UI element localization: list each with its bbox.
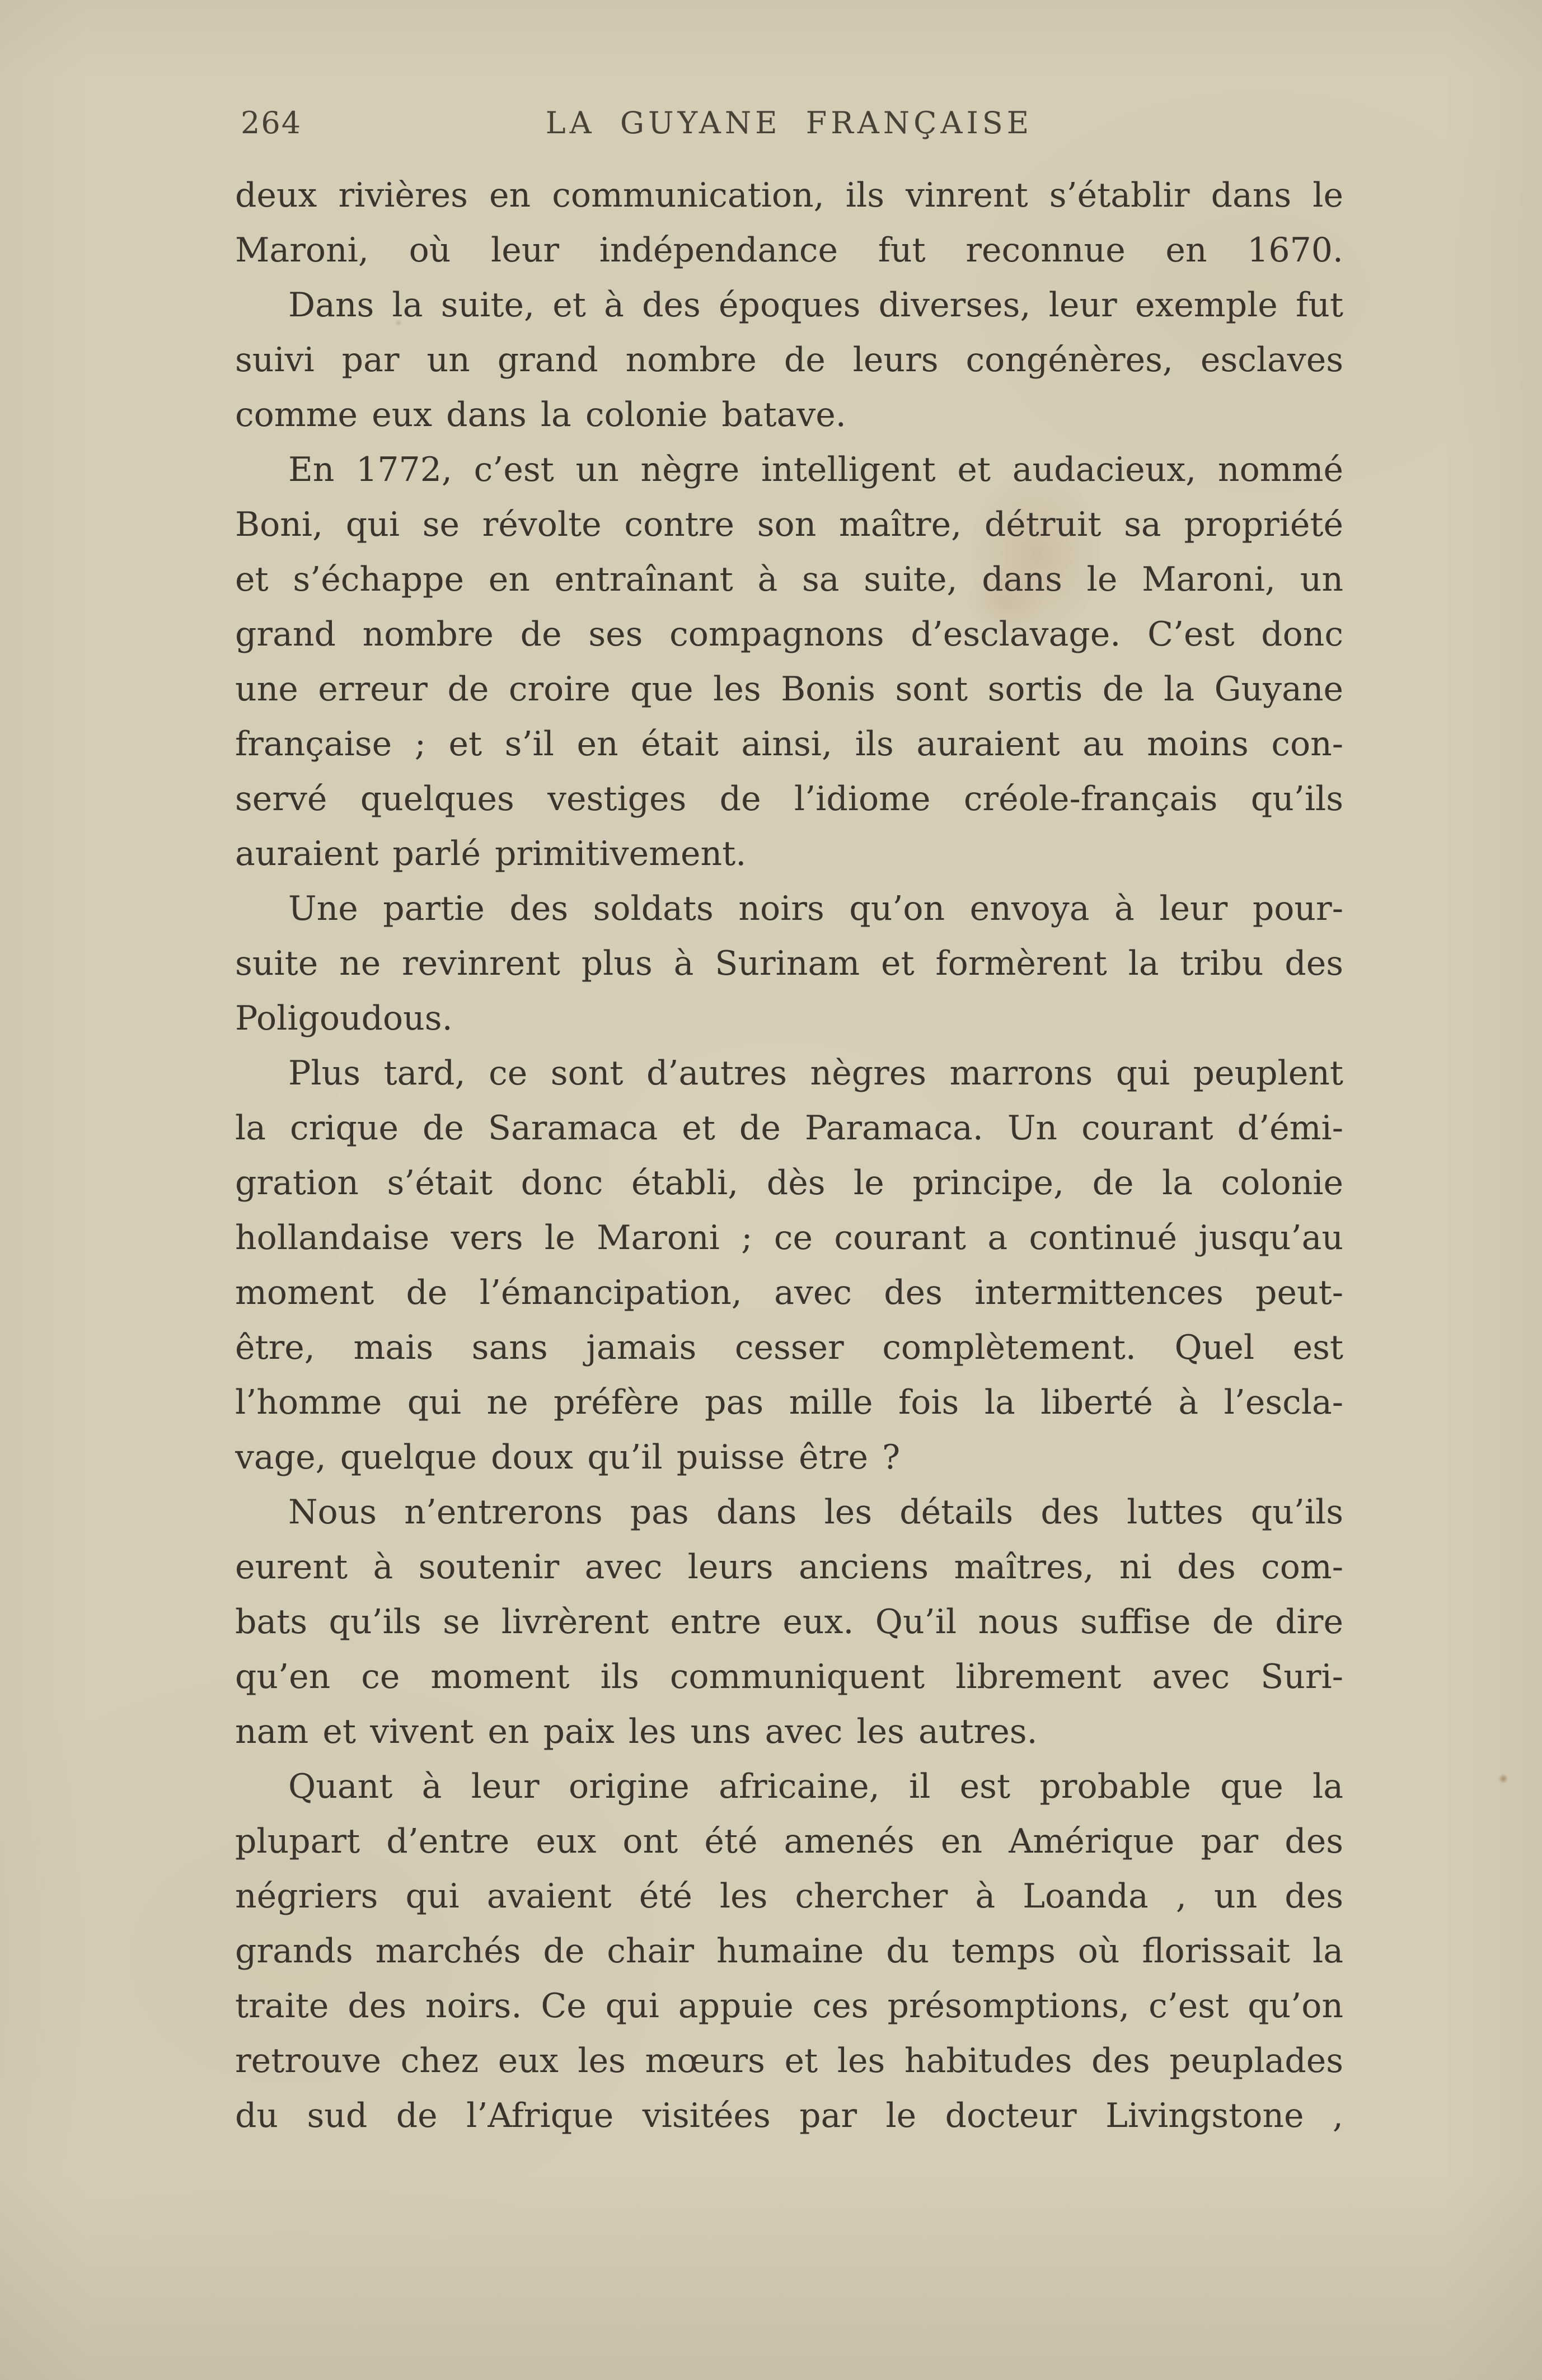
text-line: grands marchés de chair humaine du temps où florissait la: [235, 1932, 1343, 1971]
text-line: une erreur de croire que les Bonis sont sortis de la Guyane: [235, 670, 1343, 709]
paragraph: [235, 168, 1343, 278]
text-line: hollandaise vers le Maroni ; ce courant a continué jusqu’au: [235, 1218, 1343, 1257]
text-line: moment de l’émancipation, avec des intermittences peut-: [235, 1273, 1343, 1312]
text-line: française ; et s’il en était ainsi, ils auraient au moins con-: [235, 724, 1343, 764]
text-line: l’homme qui ne préfère pas mille fois la liberté à l’escla-: [235, 1383, 1343, 1422]
text-line: la crique de Saramaca et de Paramaca. Un courant d’émi-: [235, 1109, 1343, 1148]
text-line: Quant à leur origine africaine, il est probable que la: [288, 1767, 1343, 1806]
text-line: vage, quelque doux qu’il puisse être ?: [235, 1438, 901, 1477]
running-title: LA GUYANE FRANÇAISE: [545, 105, 1033, 141]
paragraph: [235, 1759, 1343, 2143]
text-line: être, mais sans jamais cesser complètement. Quel est: [235, 1328, 1343, 1367]
text-line: retrouve chez eux les mœurs et les habitudes des peuplades: [235, 2041, 1343, 2080]
text-line: qu’en ce moment ils communiquent librement avec Suri-: [235, 1657, 1343, 1696]
text-line: et s’échappe en entraînant à sa suite, dans le Maroni, un: [235, 560, 1343, 599]
text-line: comme eux dans la colonie batave.: [235, 395, 846, 434]
page-text: [235, 168, 1343, 2143]
text-line: Une partie des soldats noirs qu’on envoya à leur pour-: [288, 889, 1343, 928]
text-line: plupart d’entre eux ont été amenés en Amérique par des: [235, 1822, 1343, 1861]
text-line: Boni, qui se révolte contre son maître, détruit sa propriété: [235, 505, 1343, 544]
paragraph: [235, 278, 1343, 442]
text-line: En 1772, c’est un nègre intelligent et audacieux, nommé: [288, 450, 1343, 489]
text-line: servé quelques vestiges de l’idiome créole-français qu’ils: [235, 779, 1343, 819]
text-line: Plus tard, ce sont d’autres nègres marrons qui peuplent: [288, 1054, 1343, 1093]
text-line: auraient parlé primitivement.: [235, 834, 747, 873]
text-line: Poligoudous.: [235, 999, 453, 1038]
text-line: bats qu’ils se livrèrent entre eux. Qu’il nous suffise de dire: [235, 1602, 1343, 1642]
text-line: grand nombre de ses compagnons d’esclavage. C’est donc: [235, 615, 1343, 654]
text-line: Dans la suite, et à des époques diverses, leur exemple fut: [288, 286, 1343, 325]
page-number: 264: [241, 105, 302, 141]
text-line: du sud de l’Afrique visitées par le docteur Livingstone ,: [235, 2096, 1343, 2135]
text-line: traite des noirs. Ce qui appuie ces présomptions, c’est qu’on: [235, 1986, 1343, 2026]
text-line: Nous n’entrerons pas dans les détails des luttes qu’ils: [288, 1493, 1343, 1532]
text-line: négriers qui avaient été les chercher à Loanda , un des: [235, 1877, 1343, 1916]
paragraph: [235, 442, 1343, 881]
paragraph: [235, 1046, 1343, 1485]
running-header: [235, 106, 1343, 140]
text-line: suite ne revinrent plus à Surinam et formèrent la tribu des: [235, 944, 1343, 983]
text-line: gration s’était donc établi, dès le principe, de la colonie: [235, 1163, 1343, 1203]
text-line: eurent à soutenir avec leurs anciens maîtres, ni des com-: [235, 1547, 1343, 1587]
text-line: nam et vivent en paix les uns avec les autres.: [235, 1712, 1038, 1751]
paragraph: [235, 1485, 1343, 1759]
text-line: Maroni, où leur indépendance fut reconnue en 1670.: [235, 231, 1343, 270]
text-line: suivi par un grand nombre de leurs congénères, esclaves: [235, 340, 1343, 380]
text-line: deux rivières en communication, ils vinrent s’établir dans le: [235, 176, 1343, 215]
paragraph: [235, 881, 1343, 1046]
